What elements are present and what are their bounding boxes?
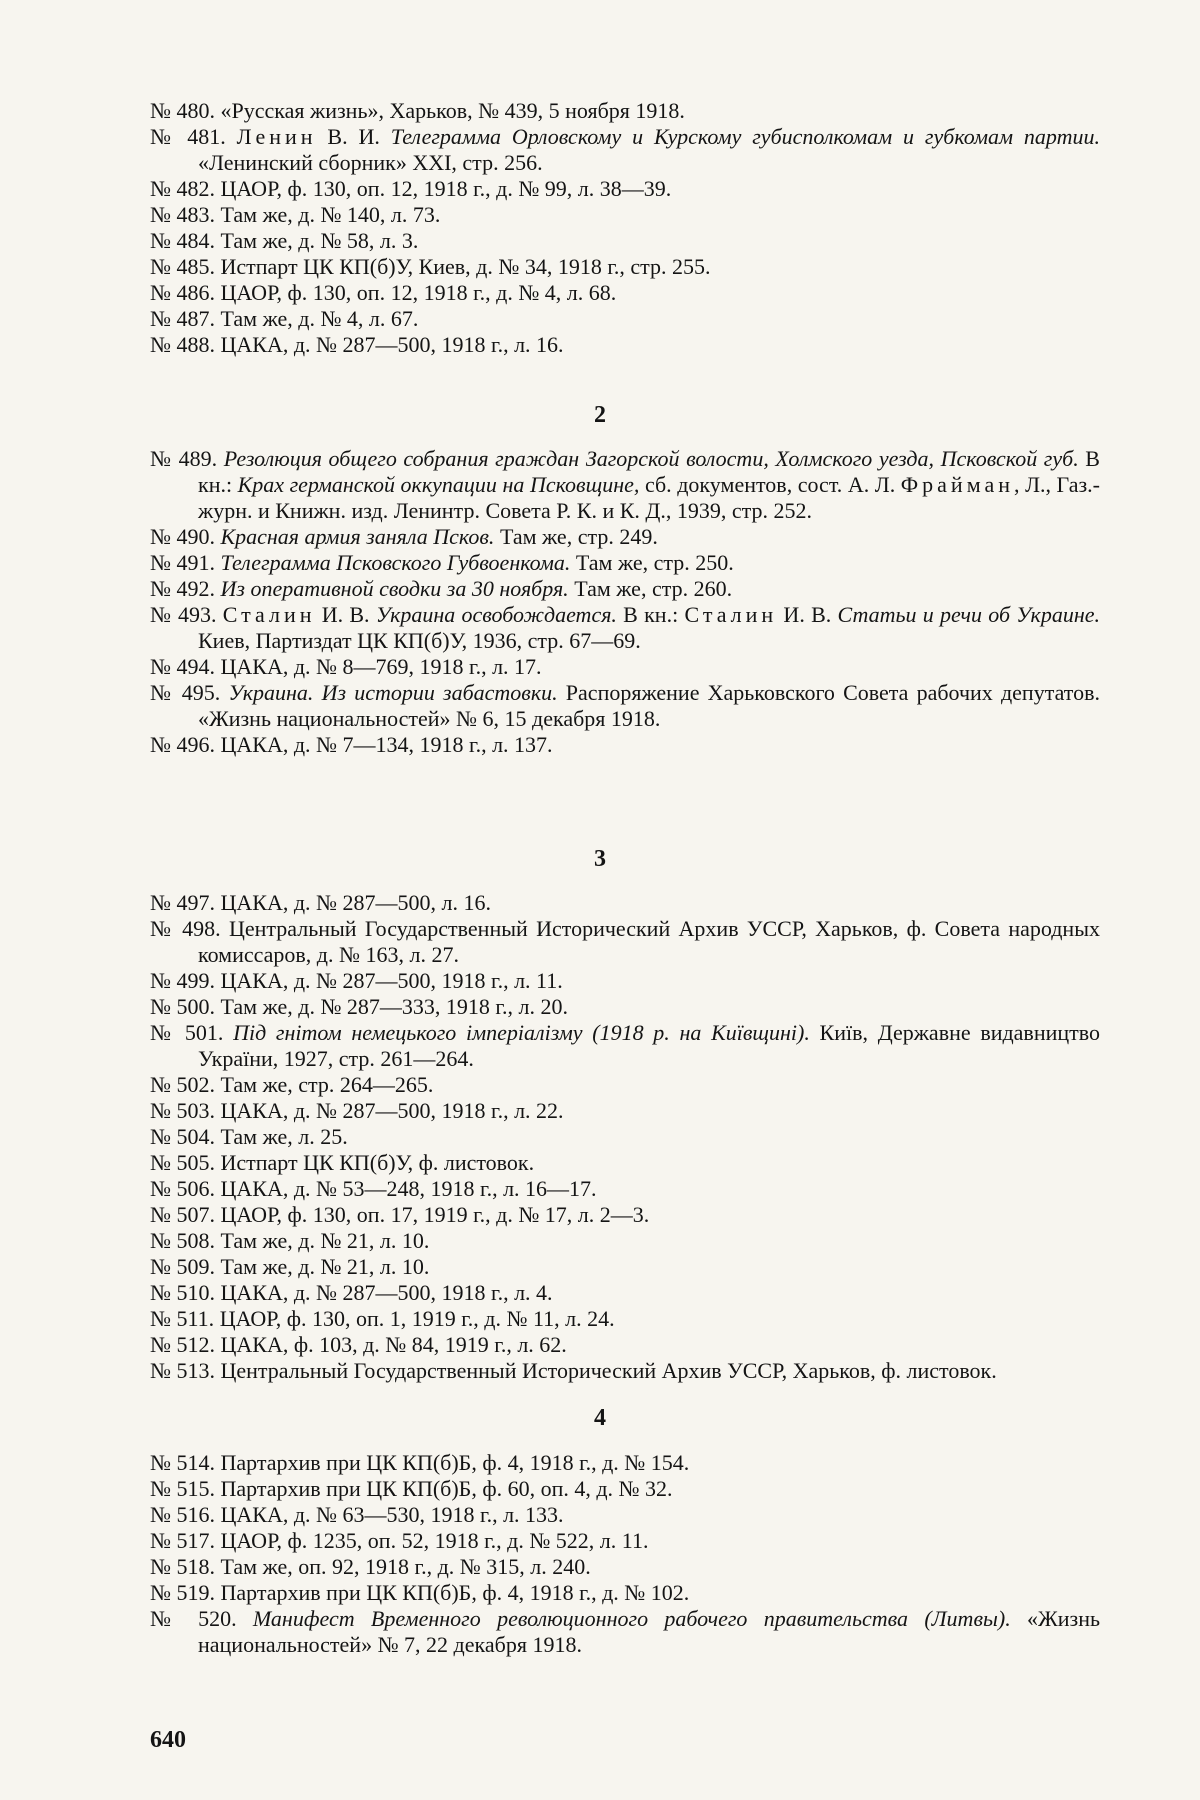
entry-number: № 515. — [150, 1476, 215, 1501]
reference-entry — [150, 124, 1100, 176]
entry-title-italic: Телеграмма Орловскому и Курскому губисполкомам и губкомам партии. — [390, 124, 1101, 149]
section-heading-4: 4 — [594, 1405, 606, 1431]
entry-title-italic: Манифест Временного революционного рабочего правительства (Литвы). — [252, 1606, 1011, 1631]
entry-text: Там же, стр. 260. — [568, 576, 733, 601]
entry-number: № 497. — [150, 890, 215, 915]
entry-number: № 494. — [150, 654, 215, 679]
entry-number: № 500. — [150, 994, 215, 1019]
entry-number: № 485. — [150, 254, 215, 279]
entry-title-italic: Красная армия заняла Псков. — [220, 524, 495, 549]
entry-text — [223, 1020, 233, 1045]
entry-text: Киев, Партиздат ЦК КП(б)У, 1936, стр. 67—69. — [198, 628, 641, 653]
reference-entry — [150, 1020, 1100, 1072]
entry-text: Истпарт ЦК КП(б)У, Киев, д. № 34, 1918 г., стр. 255. — [215, 254, 711, 279]
reference-entry — [150, 1176, 1100, 1202]
entry-number: № 512. — [150, 1332, 215, 1357]
reference-entry — [150, 98, 1100, 124]
entry-number: № 517. — [150, 1528, 215, 1553]
entry-number: № 498. — [150, 916, 221, 941]
entry-number: № 513. — [150, 1358, 215, 1383]
reference-entry — [150, 916, 1100, 968]
entry-number: № 516. — [150, 1502, 215, 1527]
entry-title-italic: Під гнітом немецького імперіалізму (1918 р. на Київщині). — [233, 1020, 810, 1045]
entry-number: № 499. — [150, 968, 215, 993]
reference-entry — [150, 732, 1100, 758]
entry-text: «Русская жизнь», Харьков, № 439, 5 ноября 1918. — [215, 98, 685, 123]
entry-number: № 502. — [150, 1072, 215, 1097]
reference-entry — [150, 1150, 1100, 1176]
entry-number: № 488. — [150, 332, 215, 357]
reference-entry — [150, 602, 1100, 654]
entry-number: № 487. — [150, 306, 215, 331]
entry-number: № 482. — [150, 176, 215, 201]
reference-entry — [150, 1254, 1100, 1280]
page-number: 640 — [150, 1727, 186, 1753]
entry-title-italic: Украина. Из истории забастовки. — [228, 680, 558, 705]
entry-text: Там же, л. 25. — [215, 1124, 348, 1149]
entry-text: Партархив при ЦК КП(б)Б, ф. 60, оп. 4, д. № 32. — [215, 1476, 673, 1501]
entry-author: Сталин — [684, 602, 778, 627]
entry-text: Київ, Державне видавництво України, 1927, стр. 261—264. — [198, 1020, 1100, 1071]
reference-entry — [150, 1606, 1100, 1658]
entry-number: № 519. — [150, 1580, 215, 1605]
entry-number: № 480. — [150, 98, 215, 123]
entry-text: ЦАКА, д. № 287—500, л. 16. — [215, 890, 491, 915]
reference-entry — [150, 1450, 1100, 1476]
reference-entry — [150, 1280, 1100, 1306]
reference-entry — [150, 524, 1100, 550]
entry-text: , Л., Газ.-журн. и Книжн. изд. Ленинтр. Совета Р. К. и К. Д., 1939, стр. 252. — [198, 472, 1101, 523]
reference-entry — [150, 1124, 1100, 1150]
entry-text: Там же, оп. 92, 1918 г., д. № 315, л. 240. — [215, 1554, 591, 1579]
entry-text: ЦАКА, д. № 287—500, 1918 г., л. 16. — [215, 332, 564, 357]
entry-text: Центральный Государственный Исторический Архив УССР, Харьков, ф. листовок. — [215, 1358, 997, 1383]
entry-number: № 514. — [150, 1450, 215, 1475]
entry-text: «Ленинский сборник» XXI, стр. 256. — [198, 150, 543, 175]
entry-text: Там же, стр. 264—265. — [215, 1072, 434, 1097]
entry-text: ЦАОР, ф. 130, оп. 12, 1918 г., д. № 4, л. 68. — [215, 280, 617, 305]
entry-text: ЦАКА, д. № 8—769, 1918 г., л. 17. — [215, 654, 542, 679]
reference-entry — [150, 1528, 1100, 1554]
reference-entry — [150, 890, 1100, 916]
entry-number: № 509. — [150, 1254, 215, 1279]
entry-number: № 486. — [150, 280, 215, 305]
entry-text: ЦАОР, ф. 130, оп. 1, 1919 г., д. № 11, л. 24. — [214, 1306, 615, 1331]
reference-entry — [150, 1580, 1100, 1606]
entry-number: № 518. — [150, 1554, 215, 1579]
entry-number: № 505. — [150, 1150, 215, 1175]
entry-text: «Жизнь национальностей» № 7, 22 декабря 1918. — [198, 1606, 1101, 1657]
entry-text: Там же, д. № 4, л. 67. — [215, 306, 419, 331]
entry-text: В. И. — [316, 124, 391, 149]
reference-entry — [150, 994, 1100, 1020]
entry-text: ЦАОР, ф. 130, оп. 17, 1919 г., д. № 17, л. 2—3. — [215, 1202, 650, 1227]
entry-text: Там же, д. № 58, л. 3. — [215, 228, 419, 253]
entry-number: № 489. — [150, 446, 218, 471]
reference-entry — [150, 1306, 1100, 1332]
reference-entry — [150, 332, 1100, 358]
entry-text: сб. документов, сост. А. Л. — [639, 472, 901, 497]
entry-number: № 493. — [150, 602, 217, 627]
entry-title-italic: Из оперативной сводки за 30 ноября. — [220, 576, 569, 601]
reference-entry — [150, 1228, 1100, 1254]
reference-entry — [150, 228, 1100, 254]
entry-text: ЦАКА, д. № 287—500, 1918 г., л. 11. — [215, 968, 563, 993]
reference-entry — [150, 1358, 1100, 1384]
entry-text: Там же, д. № 21, л. 10. — [215, 1228, 430, 1253]
entry-text: ЦАОР, ф. 130, оп. 12, 1918 г., д. № 99, л. 38—39. — [215, 176, 672, 201]
entry-number: № 501. — [150, 1020, 224, 1045]
entry-text: Партархив при ЦК КП(б)Б, ф. 4, 1918 г., д. № 102. — [215, 1580, 690, 1605]
reference-entry — [150, 1072, 1100, 1098]
reference-entry — [150, 1554, 1100, 1580]
section-3-entries — [150, 890, 1100, 1384]
entry-text: ЦАОР, ф. 1235, оп. 52, 1918 г., д. № 522, л. 11. — [215, 1528, 649, 1553]
entry-text: Распоряжение Харьковского Совета рабочих депутатов. «Жизнь национальностей» № 6, 15 декабря 1918. — [198, 680, 1100, 731]
section-2-entries — [150, 446, 1100, 758]
reference-entry — [150, 550, 1100, 576]
entry-text: Партархив при ЦК КП(б)Б, ф. 4, 1918 г., д. № 154. — [215, 1450, 690, 1475]
reference-entry — [150, 968, 1100, 994]
entry-number: № 507. — [150, 1202, 215, 1227]
entry-number: № 510. — [150, 1280, 215, 1305]
entry-text — [237, 1606, 253, 1631]
entry-text: В кн.: — [616, 602, 685, 627]
entry-title-italic: Статьи и речи об Украине. — [837, 602, 1101, 627]
entry-number: № 492. — [150, 576, 215, 601]
entry-number: № 503. — [150, 1098, 215, 1123]
entry-number: № 511. — [150, 1306, 215, 1331]
entry-number: № 491. — [150, 550, 215, 575]
entry-text: ЦАКА, д. № 287—500, 1918 г., л. 4. — [215, 1280, 553, 1305]
entry-text: ЦАКА, д. № 63—530, 1918 г., л. 133. — [215, 1502, 564, 1527]
entry-text: ЦАКА, д. № 7—134, 1918 г., л. 137. — [215, 732, 553, 757]
section-1-entries — [150, 98, 1100, 358]
reference-entry — [150, 1502, 1100, 1528]
entry-title-italic: Крах германской оккупации на Псковщине, — [237, 472, 640, 497]
entry-author: Ленин — [236, 124, 317, 149]
entry-text: ЦАКА, д. № 53—248, 1918 г., л. 16—17. — [215, 1176, 597, 1201]
entry-number: № 504. — [150, 1124, 215, 1149]
reference-entry — [150, 1476, 1100, 1502]
reference-entry — [150, 202, 1100, 228]
reference-entry — [150, 1202, 1100, 1228]
entry-text: В кн.: — [198, 446, 1100, 497]
entry-author: Сталин — [222, 602, 316, 627]
section-4-entries — [150, 1450, 1100, 1658]
entry-text: Центральный Государственный Исторический Архив УССР, Харьков, ф. Совета народных комиссаров, д. № 163, л. 27. — [198, 916, 1100, 967]
entry-number: № 496. — [150, 732, 215, 757]
section-heading-2: 2 — [594, 402, 606, 428]
entry-number: № 490. — [150, 524, 215, 549]
entry-number: № 484. — [150, 228, 215, 253]
reference-entry — [150, 1098, 1100, 1124]
entry-text — [217, 446, 224, 471]
entry-text: Там же, стр. 249. — [494, 524, 658, 549]
entry-text: Там же, стр. 250. — [570, 550, 734, 575]
reference-entry — [150, 306, 1100, 332]
reference-entry — [150, 446, 1100, 524]
entry-text: И. В. — [777, 602, 838, 627]
reference-entry — [150, 254, 1100, 280]
entry-text: И. В. — [315, 602, 376, 627]
entry-author: Фрайман — [900, 472, 1015, 497]
section-heading-3: 3 — [594, 846, 606, 872]
entry-number: № 508. — [150, 1228, 215, 1253]
reference-entry — [150, 176, 1100, 202]
entry-title-italic: Резолюция общего собрания граждан Загорской волости, Холмского уезда, Псковской губ. — [223, 446, 1079, 471]
entry-text: Там же, д. № 140, л. 73. — [215, 202, 441, 227]
entry-title-italic: Телеграмма Псковского Губвоенкома. — [220, 550, 571, 575]
entry-text — [226, 124, 237, 149]
entry-number: № 495. — [150, 680, 221, 705]
entry-text: ЦАКА, ф. 103, д. № 84, 1919 г., л. 62. — [215, 1332, 567, 1357]
entry-number: № 520. — [150, 1606, 237, 1631]
entry-text: Там же, д. № 21, л. 10. — [215, 1254, 430, 1279]
entry-number: № 481. — [150, 124, 226, 149]
reference-entry — [150, 576, 1100, 602]
reference-entry — [150, 1332, 1100, 1358]
entry-number: № 483. — [150, 202, 215, 227]
entry-text: ЦАКА, д. № 287—500, 1918 г., л. 22. — [215, 1098, 564, 1123]
reference-entry — [150, 680, 1100, 732]
entry-title-italic: Украина освобождается. — [375, 602, 617, 627]
reference-entry — [150, 280, 1100, 306]
reference-entry — [150, 654, 1100, 680]
entry-text: Там же, д. № 287—333, 1918 г., л. 20. — [215, 994, 568, 1019]
entry-text: Истпарт ЦК КП(б)У, ф. листовок. — [215, 1150, 535, 1175]
entry-number: № 506. — [150, 1176, 215, 1201]
